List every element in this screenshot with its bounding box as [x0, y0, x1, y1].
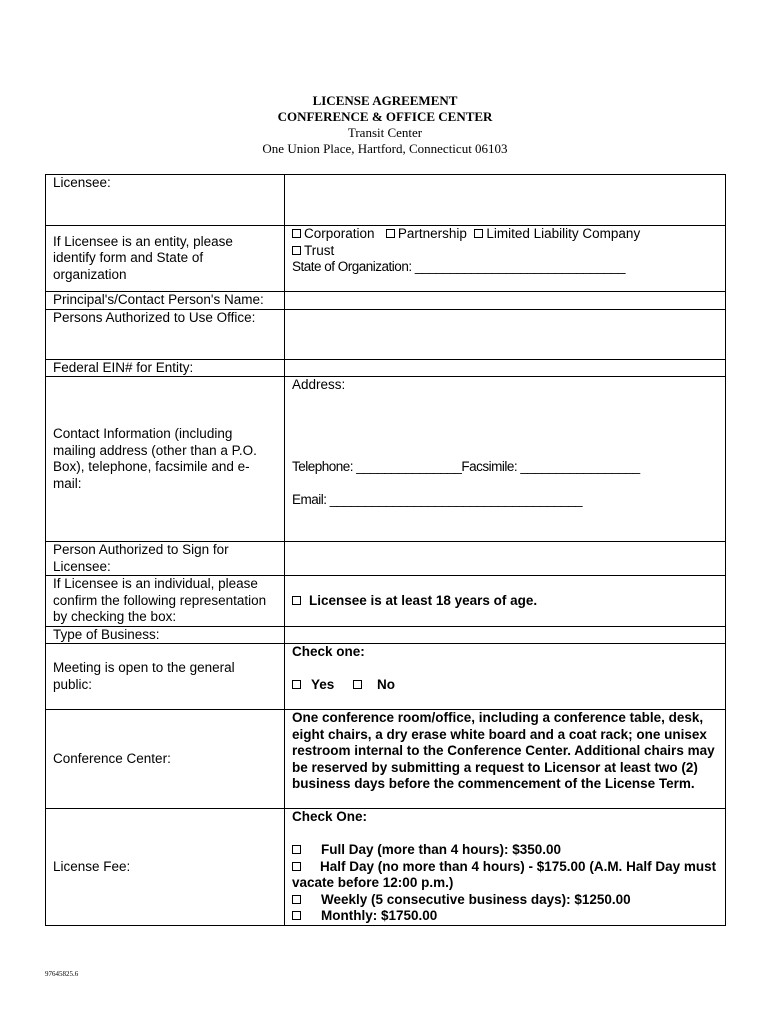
document-header	[0, 93, 770, 157]
weekly-checkbox[interactable]	[292, 895, 301, 904]
row-entity	[46, 226, 726, 292]
subtitle: Transit Center	[347, 125, 423, 140]
document-number: 97645825.6	[45, 970, 79, 978]
monthly-checkbox[interactable]	[292, 911, 301, 920]
principal-label: Principal's/Contact Person's Name:	[46, 292, 285, 310]
meeting-field	[285, 644, 726, 710]
entity-label: If Licensee is an entity, please identify form and State of organization	[46, 226, 285, 292]
full-day-label: Full Day (more than 4 hours): $350.00	[321, 842, 562, 857]
partnership-checkbox[interactable]	[386, 229, 395, 238]
contact-field	[285, 377, 726, 542]
authorized-persons-label: Persons Authorized to Use Office:	[46, 309, 285, 359]
row-contact	[46, 377, 726, 542]
age-confirm-text: Licensee is at least 18 years of age.	[309, 592, 538, 608]
row-signer	[46, 542, 726, 576]
address-line: One Union Place, Hartford, Connecticut 06103	[262, 141, 508, 156]
partnership-label: Partnership	[397, 226, 467, 241]
fee-option-full-day	[292, 842, 718, 859]
license-form-table	[45, 174, 726, 926]
ein-label: Federal EIN# for Entity:	[46, 359, 285, 377]
row-licensee	[46, 175, 726, 226]
weekly-label: Weekly (5 consecutive business days): $1250.00	[321, 891, 631, 907]
meeting-no-label: No	[377, 677, 396, 692]
fee-check-one: Check One:	[292, 809, 368, 824]
signer-field[interactable]	[285, 542, 726, 576]
row-individual	[46, 576, 726, 627]
signer-label: Person Authorized to Sign for Licensee:	[46, 542, 285, 576]
row-principal	[46, 292, 726, 310]
fee-option-monthly	[292, 908, 718, 925]
licensee-field[interactable]	[285, 175, 726, 226]
title-line-1: LICENSE AGREEMENT	[312, 93, 458, 108]
meeting-yes-checkbox[interactable]	[292, 680, 301, 689]
conference-description: One conference room/office, including a conference table, desk, eight chairs, a dry erase white board and a coat rack; one unisex restroom internal to the Conference Center. Additional chairs may be reserved by submitting a request to Licensor at least two (2) business days before the commencement of the License Term.	[285, 710, 726, 809]
fee-label: License Fee:	[46, 809, 285, 926]
licensee-label: Licensee:	[46, 175, 285, 226]
meeting-no-checkbox[interactable]	[353, 680, 362, 689]
corporation-checkbox[interactable]	[292, 229, 301, 238]
row-ein	[46, 359, 726, 377]
row-authorized-persons	[46, 309, 726, 359]
individual-field	[285, 576, 726, 627]
monthly-label: Monthly: $1750.00	[321, 908, 438, 923]
fee-option-weekly	[292, 892, 718, 909]
age-confirm-checkbox[interactable]	[292, 596, 301, 605]
row-meeting	[46, 644, 726, 710]
llc-checkbox[interactable]	[474, 229, 483, 238]
ein-field[interactable]	[285, 359, 726, 377]
contact-label: Contact Information (including mailing address (other than a P.O. Box), telephone, facsimile and e-mail:	[46, 377, 285, 542]
trust-label: Trust	[304, 242, 335, 258]
row-conference	[46, 710, 726, 809]
business-type-field[interactable]	[285, 626, 726, 644]
entity-field	[285, 226, 726, 292]
fee-option-half-day	[292, 859, 718, 892]
row-business-type	[46, 626, 726, 644]
full-day-checkbox[interactable]	[292, 845, 301, 854]
business-type-label: Type of Business:	[46, 626, 285, 644]
authorized-persons-field[interactable]	[285, 309, 726, 359]
meeting-yes-label: Yes	[311, 677, 335, 692]
meeting-label: Meeting is open to the general public:	[46, 644, 285, 710]
state-of-organization-field[interactable]: State of Organization: ______________________________	[292, 259, 626, 274]
fee-field	[285, 809, 726, 926]
meeting-check-one: Check one:	[292, 644, 365, 659]
row-fee	[46, 809, 726, 926]
trust-checkbox[interactable]	[292, 246, 301, 255]
half-day-checkbox[interactable]	[292, 862, 301, 871]
llc-label: Limited Liability Company	[486, 226, 641, 241]
title-line-2: CONFERENCE & OFFICE CENTER	[277, 109, 493, 124]
phone-fax-field[interactable]: Telephone: _______________Facsimile: _________________	[292, 459, 640, 474]
address-label: Address:	[292, 377, 346, 392]
conference-label: Conference Center:	[46, 710, 285, 809]
individual-label: If Licensee is an individual, please confirm the following representation by checking the box:	[46, 576, 285, 627]
email-field[interactable]: Email: ____________________________________	[292, 492, 583, 507]
half-day-label: Half Day (no more than 4 hours) - $175.00 (A.M. Half Day must vacate before 12:00 p.m.)	[292, 858, 717, 890]
corporation-label: Corporation	[304, 226, 375, 241]
principal-field[interactable]	[285, 292, 726, 310]
